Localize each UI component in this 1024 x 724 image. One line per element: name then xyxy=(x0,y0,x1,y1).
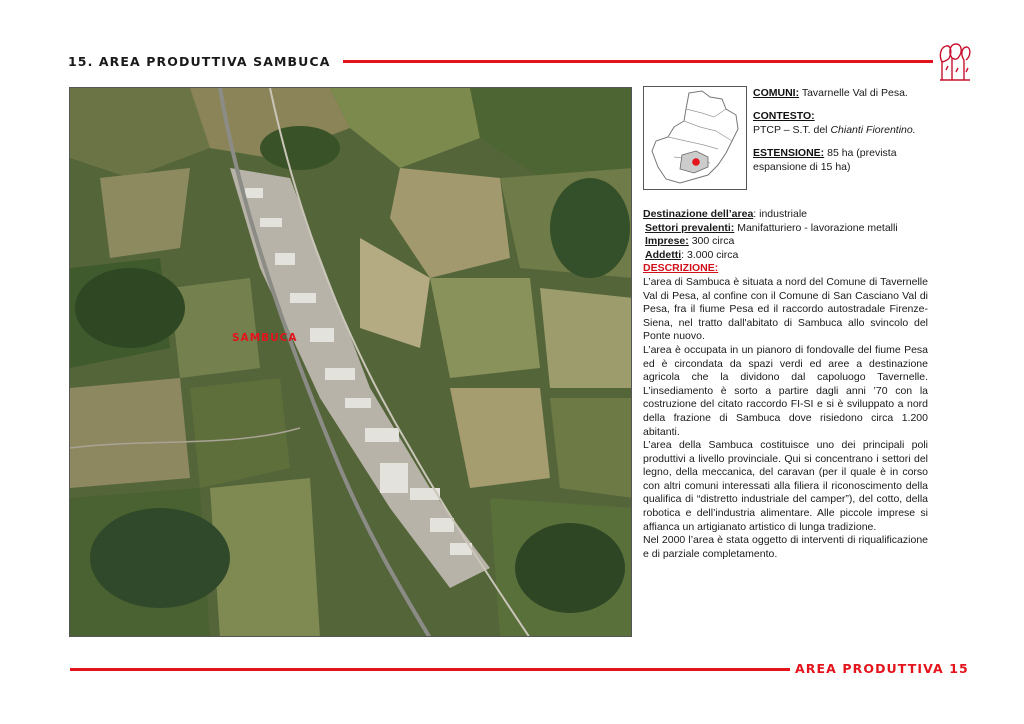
footer-title: AREA PRODUTTIVA 15 xyxy=(795,661,969,676)
contesto-italic: Chianti Fiorentino. xyxy=(830,124,916,136)
estensione-label: ESTENSIONE: xyxy=(753,147,825,159)
addetti-label: Addetti xyxy=(645,248,682,261)
aerial-photo xyxy=(69,87,632,637)
locator-map xyxy=(643,86,747,190)
description-section xyxy=(643,208,928,561)
contesto-label: CONTESTO: xyxy=(753,110,815,122)
destinazione-value: : industriale xyxy=(753,208,807,220)
contesto-prefix: PTCP – S.T. del xyxy=(753,124,831,136)
footer-divider xyxy=(70,668,790,671)
estensione-block xyxy=(753,146,943,174)
comuni-value: Tavarnelle Val di Pesa. xyxy=(801,87,908,99)
descrizione-label: DESCRIZIONE: xyxy=(643,262,719,275)
place-label-sambuca: SAMBUCA xyxy=(232,332,298,344)
estensione-value: 85 ha (prevista espansione di 15 ha) xyxy=(753,147,897,173)
settori-value: Manifatturiero - lavorazione metalli xyxy=(734,221,898,234)
description-paragraph: Nel 2000 l’area è stata oggetto di interventi di riqualificazione e di parziale completamento. xyxy=(643,534,928,560)
contesto-block xyxy=(753,109,943,137)
description-paragraph: L’area di Sambuca è situata a nord del Comune di Tavernelle Val di Pesa, al confine con il Comune di San Casciano Val di Pesa, fra il fiume Pesa ed il raccordo autostradale Firenze-Siena, nel tratto dall'abitato di Sambuca allo svincolo del Ponte nuovo. xyxy=(643,275,928,343)
location-dot-icon xyxy=(692,158,700,166)
header-divider xyxy=(343,60,933,63)
page-title: 15. AREA PRODUTTIVA SAMBUCA xyxy=(68,54,331,69)
comuni-block xyxy=(753,86,943,100)
description-paragraph: L’area della Sambuca costituisce uno dei principali poli produttivi a livello provinciale. Qui si concentrano i settori del legno, della meccanica, del caravan (per il quale è in corso con altri comuni interessati alla filiera il riconoscimento della qualifica di “distretto industriale del camper”), del cotto, della robotica e dell’industria alimentare. Alle piccole imprese si affianca un artigianato artistico di lunga tradizione. xyxy=(643,439,928,533)
aerial-map-image xyxy=(70,88,632,637)
settori-label: Settori prevalenti: xyxy=(645,221,735,234)
description-paragraph: L’area è occupata in un pianoro di fondovalle del fiume Pesa ed è circondata da spazi verdi ed aree a destinazione agricola che la dividono dal capoluogo Tavernelle. L’insediamento è sorto a partire dagli anni ’70 con la costruzione del citato raccordo FI-SI e si è sviluppato a nord della frazione di Sambuca dove risiedono circa 1.200 abitanti. xyxy=(643,343,928,438)
imprese-value: 300 circa xyxy=(688,235,735,248)
trees-logo-icon xyxy=(938,42,972,82)
imprese-label: Imprese: xyxy=(645,235,689,248)
destinazione-label: Destinazione dell’area xyxy=(643,208,754,220)
info-panel xyxy=(753,86,943,183)
comuni-label: COMUNI: xyxy=(753,87,800,99)
province-map-image xyxy=(644,87,746,189)
addetti-value: : 3.000 circa xyxy=(681,248,739,261)
